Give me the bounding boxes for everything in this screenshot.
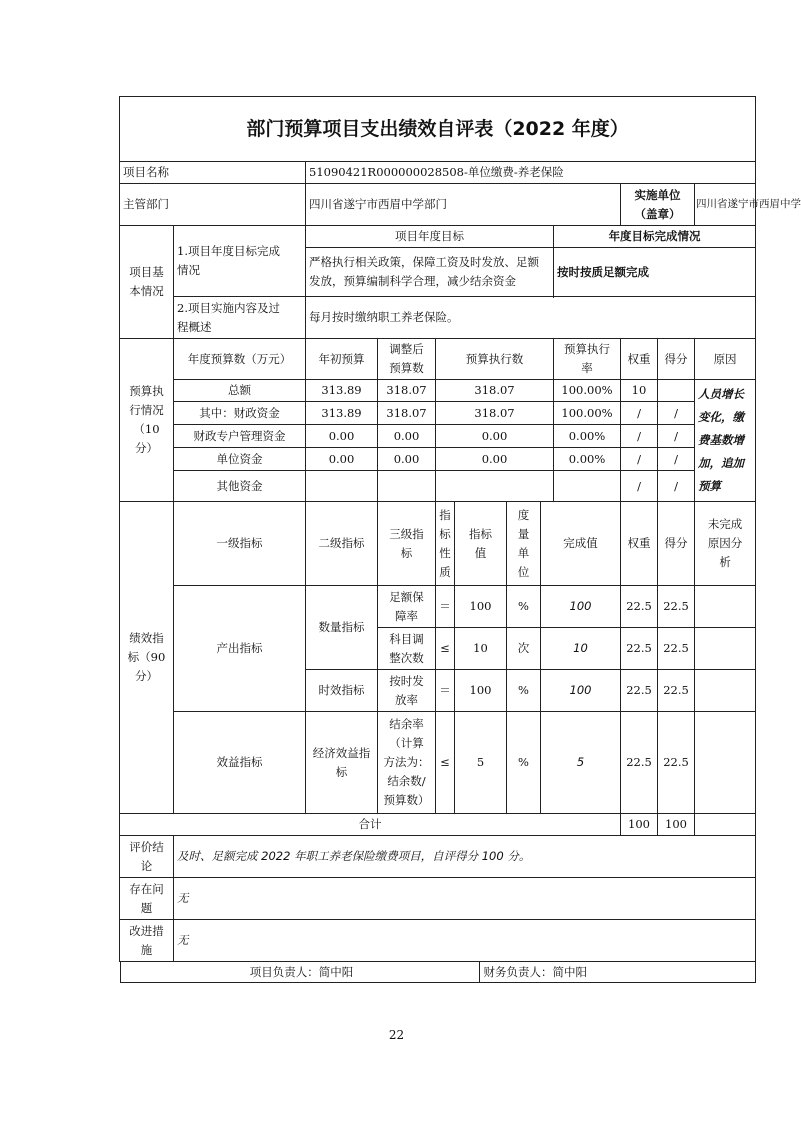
- project-name-label: 项目名称: [120, 162, 306, 184]
- evaluation-text: 及时、足额完成 2022 年职工养老保险缴费项目，自评得分 100 分。: [174, 836, 756, 878]
- goal-text: 严格执行相关政策，保障工资及时发放、足额发放，预算编制科学合理，减少结余资金: [306, 248, 554, 297]
- budget-row-name: 其他资金: [174, 471, 306, 502]
- perf-benefit-label: 效益指标: [174, 712, 306, 814]
- perf-row-reason: [695, 586, 756, 628]
- budget-row-score: /: [658, 402, 695, 425]
- perf-header-target: 指标 值: [455, 502, 507, 586]
- perf-row-target: 100: [455, 670, 507, 712]
- budget-row-weight: /: [621, 402, 658, 425]
- perf-header-level1: 一级指标: [174, 502, 306, 586]
- perf-row-reason: [695, 712, 756, 814]
- finance-lead: 财务负责人：简中阳: [483, 965, 587, 979]
- perf-row-name: 结余率 （计算 方法为： 结余数/ 预算数）: [378, 712, 436, 814]
- perf-row-actual: 100: [541, 586, 621, 628]
- perf-row-name: 足额保 障率: [378, 586, 436, 628]
- budget-label: 预算执 行情况 （10 分）: [120, 339, 174, 502]
- budget-row-initial: [306, 471, 378, 502]
- budget-row-score: [658, 380, 695, 402]
- budget-header-weight: 权重: [621, 339, 658, 380]
- perf-label: 绩效指 标（90 分）: [120, 502, 174, 814]
- budget-row-weight: /: [621, 471, 658, 502]
- perf-header-level3: 三级指 标: [378, 502, 436, 586]
- perf-row-name: 科目调 整次数: [378, 628, 436, 670]
- budget-header-rate: 预算执行 率: [554, 339, 621, 380]
- budget-row-rate: [554, 471, 621, 502]
- budget-row-initial: 0.00: [306, 425, 378, 448]
- budget-header-adjusted: 调整后 预算数: [378, 339, 436, 380]
- perf-header-score: 得分: [658, 502, 695, 586]
- budget-row-rate: 100.00%: [554, 402, 621, 425]
- perf-row-unit: %: [507, 712, 541, 814]
- perf-header-nature: 指 标 性 质: [436, 502, 455, 586]
- measures-label: 改进措 施: [120, 920, 174, 962]
- budget-header-reason: 原因: [695, 339, 756, 380]
- budget-row-initial: 313.89: [306, 402, 378, 425]
- perf-row-actual: 10: [541, 628, 621, 670]
- perf-row-actual: 5: [541, 712, 621, 814]
- perf-row-score: 22.5: [658, 586, 695, 628]
- budget-row-initial: 313.89: [306, 380, 378, 402]
- perf-row-weight: 22.5: [621, 670, 658, 712]
- page-number: 22: [388, 1028, 405, 1042]
- perf-output-label: 产出指标: [174, 586, 306, 712]
- perf-row-weight: 22.5: [621, 712, 658, 814]
- perf-header-reason: 未完成 原因分 析: [695, 502, 756, 586]
- problems-text: 无: [174, 878, 756, 920]
- budget-row-name: 单位资金: [174, 448, 306, 471]
- impl-text: 每月按时缴纳职工养老保险。: [306, 297, 756, 339]
- perf-header-unit: 度 量 单 位: [507, 502, 541, 586]
- total-reason: [695, 814, 756, 836]
- budget-row-score: /: [658, 471, 695, 502]
- perf-row-unit: %: [507, 586, 541, 628]
- total-score: 100: [658, 814, 695, 836]
- perf-timeliness-label: 时效指标: [306, 670, 378, 712]
- total-label: 合计: [120, 814, 621, 836]
- impl-label: 2.项目实施内容及过 程概述: [174, 297, 306, 339]
- budget-header-executed: 预算执行数: [436, 339, 554, 380]
- goal-label: 1.项目年度目标完成 情况: [174, 226, 306, 297]
- perf-row-name: 按时发 放率: [378, 670, 436, 712]
- budget-row-executed: [436, 471, 554, 502]
- total-weight: 100: [621, 814, 658, 836]
- perf-row-unit: 次: [507, 628, 541, 670]
- performance-evaluation-table: [119, 96, 801, 983]
- perf-row-score: 22.5: [658, 712, 695, 814]
- perf-row-unit: %: [507, 670, 541, 712]
- budget-row-score: /: [658, 448, 695, 471]
- perf-row-score: 22.5: [658, 628, 695, 670]
- budget-row-executed: 318.07: [436, 402, 554, 425]
- budget-row-adjusted: 0.00: [378, 448, 436, 471]
- budget-row-rate: 0.00%: [554, 448, 621, 471]
- goal-result: 按时按质足额完成: [554, 248, 756, 297]
- budget-row-weight: /: [621, 448, 658, 471]
- problems-label: 存在问 题: [120, 878, 174, 920]
- budget-row-adjusted: 318.07: [378, 380, 436, 402]
- budget-row-executed: 318.07: [436, 380, 554, 402]
- perf-row-op: ≤: [436, 712, 455, 814]
- budget-row-initial: 0.00: [306, 448, 378, 471]
- budget-reason: 人员增长变化，缴费基数增加，追加预算: [695, 380, 756, 502]
- budget-row-rate: 0.00%: [554, 425, 621, 448]
- budget-row-name: 总额: [174, 380, 306, 402]
- goal-column-header: 项目年度目标: [306, 226, 554, 248]
- impl-unit-label: 实施单位 （盖章）: [621, 184, 695, 226]
- perf-row-weight: 22.5: [621, 628, 658, 670]
- impl-unit-value: 四川省遂宁市西眉中学: [695, 184, 756, 226]
- perf-row-op: ≤: [436, 628, 455, 670]
- perf-row-op: ＝: [436, 586, 455, 628]
- perf-row-reason: [695, 628, 756, 670]
- budget-row-adjusted: 0.00: [378, 425, 436, 448]
- dept-label: 主管部门: [120, 184, 306, 226]
- perf-row-target: 100: [455, 586, 507, 628]
- budget-row-weight: /: [621, 425, 658, 448]
- perf-header-actual: 完成值: [541, 502, 621, 586]
- perf-row-actual: 100: [541, 670, 621, 712]
- dept-value: 四川省遂宁市西眉中学部门: [306, 184, 621, 226]
- perf-quantity-label: 数量指标: [306, 586, 378, 670]
- perf-header-weight: 权重: [621, 502, 658, 586]
- budget-row-weight: 10: [621, 380, 658, 402]
- project-name-value: 51090421R000000028508-单位缴费-养老保险: [306, 162, 756, 184]
- perf-row-reason: [695, 670, 756, 712]
- result-column-header: 年度目标完成情况: [554, 226, 756, 248]
- budget-header-score: 得分: [658, 339, 695, 380]
- perf-row-op: ＝: [436, 670, 455, 712]
- perf-economic-label: 经济效益指 标: [306, 712, 378, 814]
- measures-text: 无: [174, 920, 756, 962]
- basic-info-label: 项目基 本情况: [120, 226, 174, 339]
- budget-row-adjusted: 318.07: [378, 402, 436, 425]
- perf-row-target: 5: [455, 712, 507, 814]
- perf-row-score: 22.5: [658, 670, 695, 712]
- budget-row-score: /: [658, 425, 695, 448]
- page-title: 部门预算项目支出绩效自评表（2022 年度）: [120, 97, 756, 162]
- project-lead: 项目负责人：简中阳: [121, 962, 480, 982]
- budget-row-executed: 0.00: [436, 448, 554, 471]
- signature-row: [120, 962, 756, 984]
- budget-row-name: 其中：财政资金: [174, 402, 306, 425]
- budget-header-initial: 年初预算: [306, 339, 378, 380]
- budget-row-executed: 0.00: [436, 425, 554, 448]
- budget-row-rate: 100.00%: [554, 380, 621, 402]
- budget-header-annual: 年度预算数（万元）: [174, 339, 306, 380]
- perf-header-level2: 二级指标: [306, 502, 378, 586]
- perf-row-target: 10: [455, 628, 507, 670]
- budget-row-adjusted: [378, 471, 436, 502]
- evaluation-label: 评价结 论: [120, 836, 174, 878]
- budget-row-name: 财政专户管理资金: [174, 425, 306, 448]
- perf-row-weight: 22.5: [621, 586, 658, 628]
